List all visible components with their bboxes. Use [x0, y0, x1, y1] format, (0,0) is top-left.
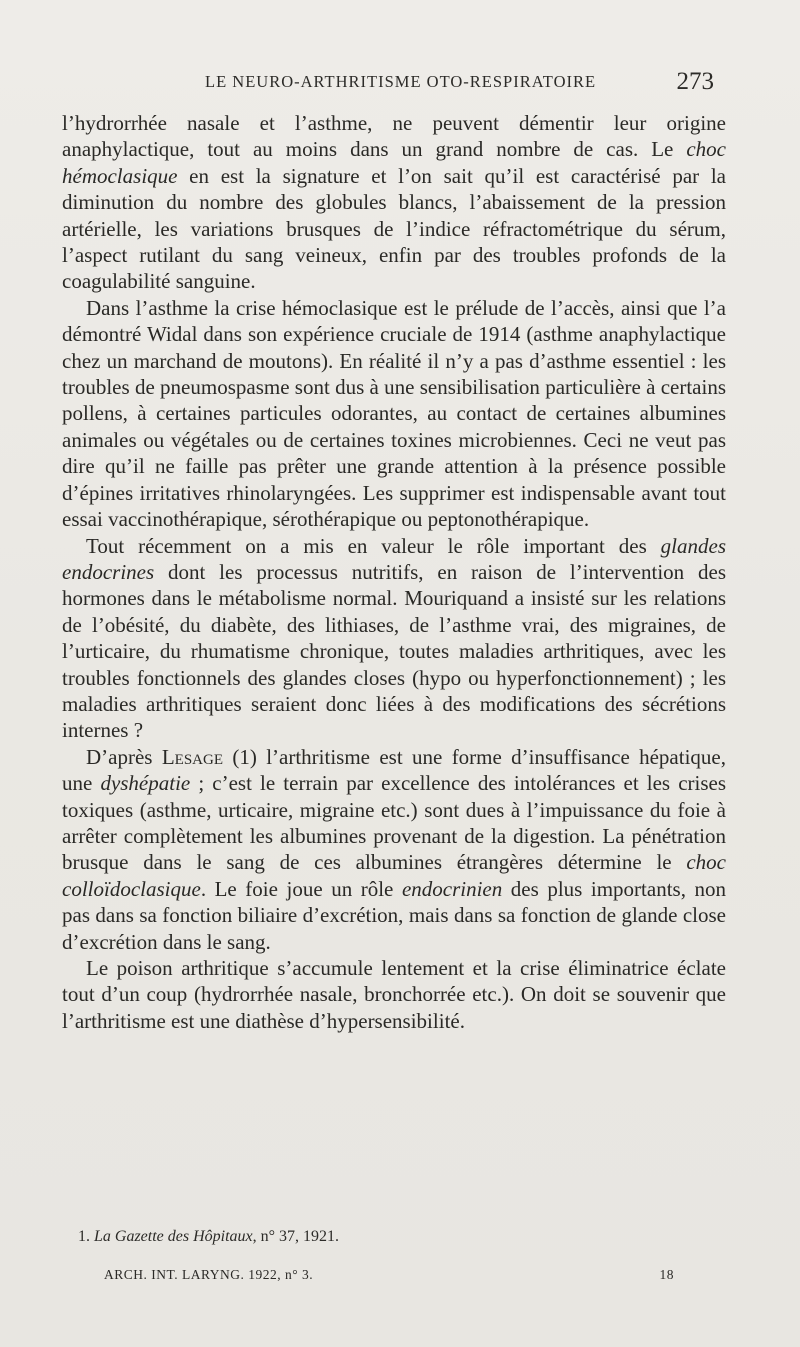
emphasis-choc-colloidoclasique: choc colloïdoclasique	[62, 850, 726, 901]
running-title: LE NEURO-ARTHRITISME OTO-RESPIRATOIRE	[205, 72, 597, 91]
footnote	[78, 1228, 738, 1246]
footnote-number: 1.	[78, 1228, 90, 1245]
emphasis-choc-hemoclasique: choc hémoclasique	[62, 137, 726, 188]
author-name-lesage: Lesage	[161, 744, 223, 769]
paragraph-1: l’hydrorrhée nasale et l’asthme, ne peuvent démentir leur origine anaphylactique, tout au moins dans un grand nombre de cas. Le choc hémoclasique en est la signature et l’on sait qu’il est caractérisé par la diminution du nombre des globules blancs, l’abaissement de la pression artérielle, les variations brusques de l’indice réfractométrique du sérum, l’aspect rutilant du sang veineux, enfin par des troubles profonds de la coagulabilité sanguine.	[62, 111, 726, 294]
footnote-ref: , n° 37, 1921.	[252, 1228, 340, 1245]
paragraph-5: Le poison arthritique s’accumule lentement et la crise éliminatrice éclate tout d’un coup (hydrorrhée nasale, bronchorrée etc.). On doit se souvenir que l’arthritisme est une diathèse d’hypersensibilité.	[62, 956, 726, 1033]
footnote-journal: La Gazette des Hôpitaux	[94, 1228, 253, 1245]
paragraph-2: Dans l’asthme la crise hémoclasique est le prélude de l’accès, ainsi que l’a démontré Widal dans son expérience cruciale de 1914 (asthme anaphylactique chez un marchand de moutons). En réalité il n’y a pas d’asthme essentiel : les troubles de pneumospasme sont dus à une sensibilisation particulière à certains pollens, à certaines particules odorantes, au contact de certaines albumines animales ou végétales ou de certaines toxines microbiennes. Ceci ne veut pas dire qu’il ne faille pas prêter une grande attention à la présence possible d’épines irritatives rhinolaryngées. Les supprimer est indispensable avant tout essai vaccinothérapique, sérothérapique ou peptonothérapique.	[62, 295, 726, 532]
paragraph-3: Tout récemment on a mis en valeur le rôle important des glandes endocrines dont les processus nutritifs, en raison de l’intervention des hormones dans le métabolisme normal. Mouriquand a insisté sur les relations de l’obésité, du diabète, des lithiases, de l’asthme vrai, des migraines, de l’urticaire, du rhumatisme chronique, toutes maladies arthritiques, avec les troubles fonctionnels des glandes closes (hypo ou hyperfonctionnement) ; les maladies arthritiques seraient donc liées à des modifications des sécrétions internes ?	[62, 533, 726, 743]
signature-number: 18	[659, 1267, 674, 1282]
paragraph-4: D’après Lesage (1) l’arthritisme est une forme d’insuffisance hépatique, une dyshépatie ; c’est le terrain par excellence des intolérances et les crises toxiques (asthme, urticaire, migraine etc.) sont dues à l’impuissance du foie à arrêter complètement les albumines provenant de la digestion. La pénétration brusque dans le sang de ces albumines étrangères détermine le choc colloïdoclasique. Le foie joue un rôle endocrinien des plus importants, non pas dans sa fonction biliaire d’excrétion, mais dans sa fonction de glande close d’excrétion dans le sang.	[62, 744, 727, 954]
signature-journal: ARCH. INT. LARYNG. 1922, n° 3.	[104, 1267, 314, 1282]
emphasis-glandes-endocrines: glandes endocrines	[62, 533, 726, 584]
emphasis-endocrinien: endocrinien	[401, 876, 503, 901]
body-text	[62, 110, 726, 1034]
running-head	[0, 68, 800, 100]
emphasis-dyshepatie: dyshépatie	[100, 771, 191, 796]
page-number: 273	[676, 68, 714, 95]
